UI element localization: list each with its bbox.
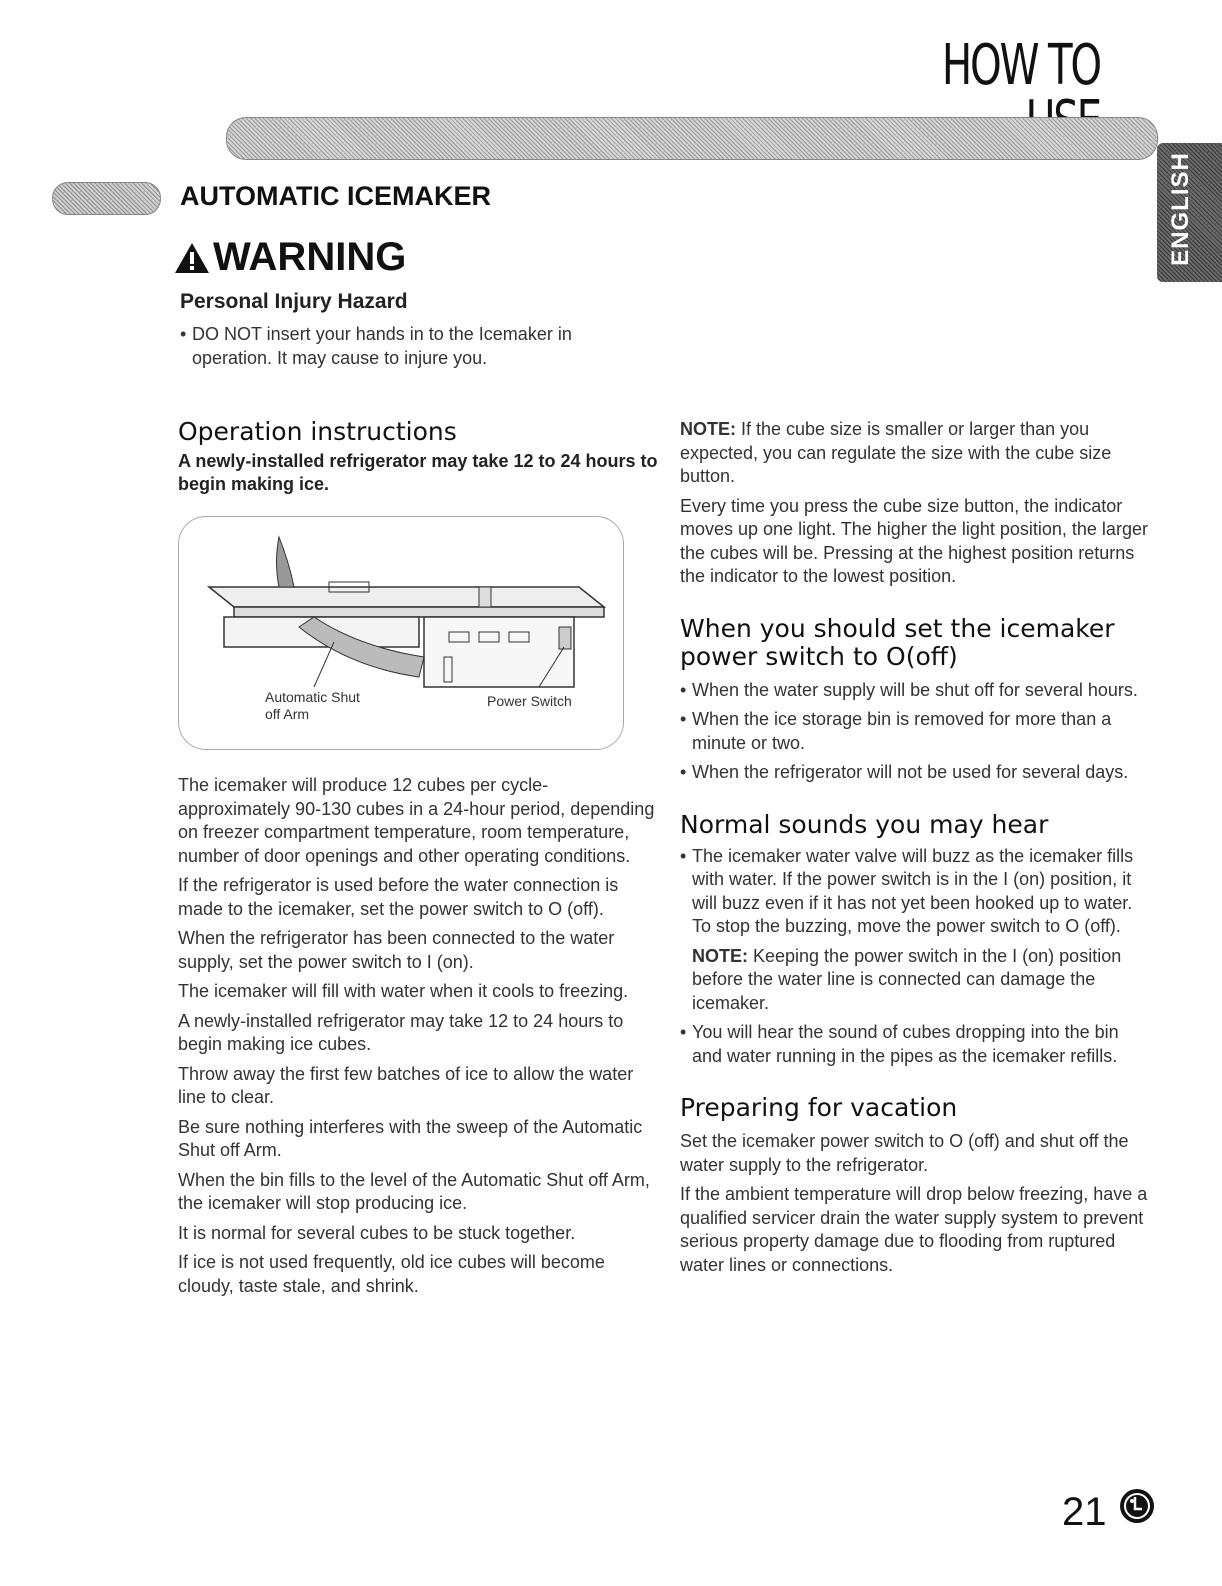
operation-paragraph: If the refrigerator is used before the water connection is made to the icemaker, set the power switch to O (off). — [178, 875, 619, 919]
section-title: AUTOMATIC ICEMAKER — [180, 181, 491, 211]
sounds-note — [680, 945, 1150, 1016]
sounds-bullet: • You will hear the sound of cubes dropping into the bin and water running in the pipes as the icemaker refills. — [680, 1021, 1150, 1068]
operation-heading: Operation instructions — [178, 417, 457, 446]
vacation-heading: Preparing for vacation — [680, 1093, 958, 1122]
operation-paragraph: If ice is not used frequently, old ice cubes will become cloudy, taste stale, and shrink. — [178, 1252, 605, 1296]
note-label: NOTE: — [680, 419, 736, 439]
power-off-bullet: • When the refrigerator will not be used for several days. — [680, 761, 1150, 785]
sounds-heading: Normal sounds you may hear — [680, 809, 1049, 839]
sounds-note-label: NOTE: — [692, 945, 748, 966]
header-title: HOW TO — [941, 33, 1100, 98]
operation-intro: A newly-installed refrigerator may take 12 to 24 hours to begin making ice. — [178, 451, 658, 494]
operation-paragraph: When the refrigerator has been connected to the water supply, set the power switch to I (on). — [178, 928, 615, 972]
right-column — [680, 418, 1150, 1283]
vacation-paragraph: If the ambient temperature will drop below freezing, have a qualified servicer drain the water supply system to prevent serious property damage due to flooding from ruptured water lines or connections. — [680, 1184, 1148, 1275]
icemaker-figure — [178, 516, 624, 750]
operation-paragraph: It is normal for several cubes to be stuck together. — [178, 1222, 576, 1243]
operation-paragraph: When the bin fills to the level of the Automatic Shut off Arm, the icemaker will stop producing ice. — [178, 1169, 650, 1213]
vacation-paragraph: Set the icemaker power switch to O (off) and shut off the water supply to the refrigerator. — [680, 1131, 1129, 1175]
warning-title: WARNING — [213, 235, 407, 279]
operation-paragraph: Be sure nothing interferes with the sweep of the Automatic Shut off Arm. — [178, 1116, 643, 1160]
figure-label-arm: Automatic Shut off Arm — [265, 689, 360, 722]
hazard-title: Personal Injury Hazard — [180, 290, 408, 313]
power-off-bullet: • When the water supply will be shut off for several hours. — [680, 679, 1150, 703]
sounds-bullet-continued: To stop the buzzing, move the power switch to O (off). — [692, 916, 1121, 936]
header-bar — [226, 117, 1158, 160]
figure-label-switch: Power Switch — [487, 693, 572, 709]
operation-paragraph: The icemaker will produce 12 cubes per cycle-approximately 90-130 cubes in a 24-hour period, depending on freezer compartment temperature, room temperature, number of door openings and other operating conditions. — [178, 775, 655, 866]
lg-logo-icon — [1118, 1487, 1156, 1525]
language-side-tab — [1157, 143, 1222, 282]
page-number: 21 — [1062, 1490, 1107, 1534]
operation-paragraph: A newly-installed refrigerator may take 12 to 24 hours to begin making ice cubes. — [178, 1010, 624, 1054]
note-text: If the cube size is smaller or larger than you expected, you can regulate the size with the cube size button. — [680, 419, 1112, 486]
hazard-bullet: • DO NOT insert your hands in to the Icemaker in operation. It may cause to injure you. — [180, 323, 620, 370]
power-off-bullet: • When the ice storage bin is removed for more than a minute or two. — [680, 708, 1150, 755]
section-pill — [52, 182, 161, 215]
operation-paragraph: The icemaker will fill with water when it cools to freezing. — [178, 981, 629, 1001]
icemaker-illustration — [179, 517, 623, 749]
cube-size-note — [680, 418, 1150, 489]
operation-paragraph: Throw away the first few batches of ice to allow the water line to clear. — [178, 1063, 634, 1107]
cube-size-paragraph: Every time you press the cube size button, the indicator moves up one light. The higher the light position, the larger the cubes will be. Pressing at the highest position returns the indicator to the lowest position. — [680, 495, 1148, 586]
left-column — [178, 418, 658, 1304]
sounds-bullet: • The icemaker water valve will buzz as the icemaker fills with water. If the power switch is in the I (on) position, it will buzz even if it has not yet been hooked up to water. — [680, 845, 1150, 916]
sounds-note-text: Keeping the power switch in the I (on) position before the water line is connected can damage the icemaker. — [692, 945, 1122, 1013]
side-tab-label: ENGLISH — [1167, 152, 1194, 266]
power-off-heading: When you should set the icemaker power switch to O(off) — [680, 613, 1115, 671]
warning-triangle-icon — [173, 241, 211, 275]
warning-heading — [173, 235, 406, 280]
